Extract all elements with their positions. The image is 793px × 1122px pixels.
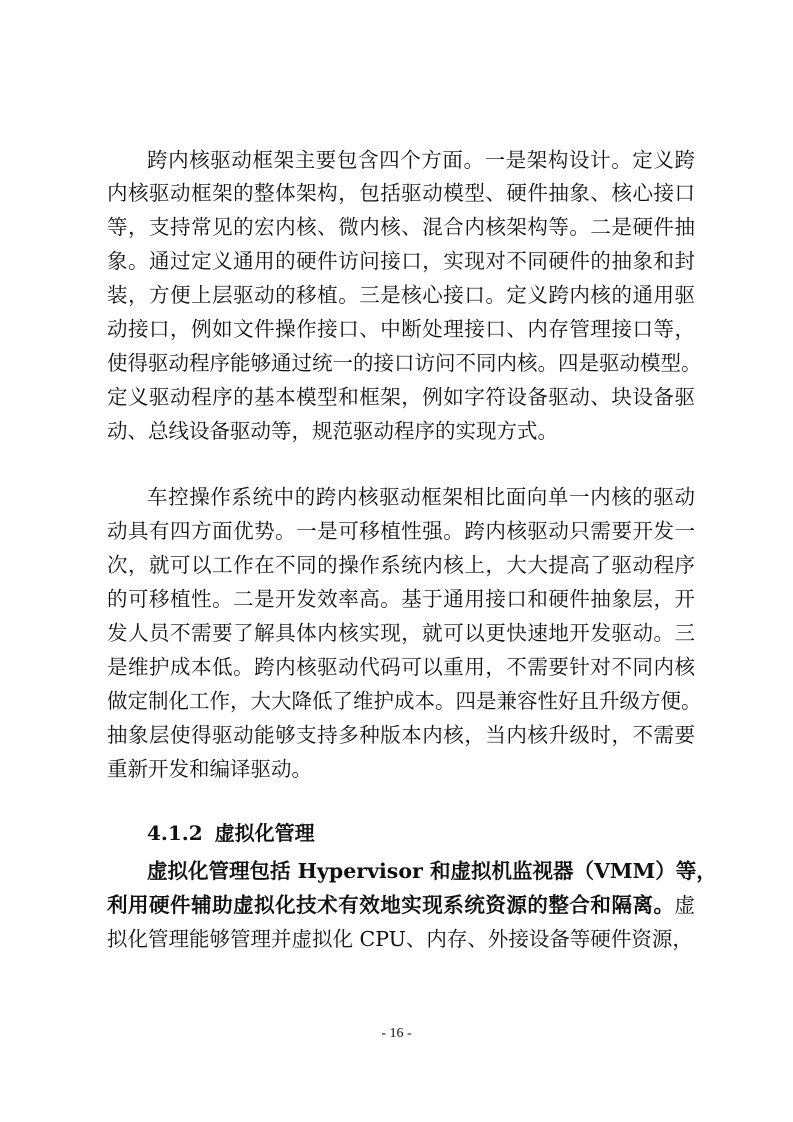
paragraph-1-line-2: 内核驱动框架的整体架构，包括驱动模型、硬件抽象、核心接口	[107, 181, 695, 205]
paragraph-2-line-8: 抽象层使得驱动能够支持多种版本内核，当内核升级时，不需要	[107, 723, 695, 747]
paragraph-1-line-1: 跨内核驱动框架主要包含四个方面。一是架构设计。定义跨	[147, 148, 695, 172]
paragraph-2-line-3: 次，就可以工作在不同的操作系统内核上，大大提高了驱动程序	[107, 553, 695, 577]
paragraph-1-line-4: 象。通过定义通用的硬件访问接口，实现对不同硬件的抽象和封	[107, 249, 695, 273]
paragraph-1-line-3: 等，支持常见的宏内核、微内核、混合内核架构等。二是硬件抽	[107, 215, 695, 239]
section-heading	[147, 816, 315, 850]
paragraph-3-line-3: 拟化管理能够管理并虚拟化 CPU、内存、外接设备等硬件资源，	[107, 927, 693, 951]
paragraph-2-line-4: 的可移植性。二是开发效率高。基于通用接口和硬件抽象层，开	[107, 587, 695, 611]
paragraph-3-line-2	[107, 888, 695, 922]
paragraph-1-line-6: 动接口，例如文件操作接口、中断处理接口、内存管理接口等，	[107, 317, 695, 341]
paragraph-1-line-8: 定义驱动程序的基本模型和框架，例如字符设备驱动、块设备驱	[107, 385, 695, 409]
paragraph-2-line-5: 发人员不需要了解具体内核实现，就可以更快速地开发驱动。三	[107, 621, 695, 645]
paragraph-3-line-2-bold: 利用硬件辅助虚拟化技术有效地实现系统资源的整合和隔离。	[107, 893, 675, 917]
paragraph-2-line-1: 车控操作系统中的跨内核驱动框架相比面向单一内核的驱动	[147, 485, 695, 509]
page-number: - 16 -	[381, 1026, 412, 1041]
paragraph-2-line-9: 重新开发和编译驱动。	[107, 757, 312, 781]
section-number: 4.1.2	[147, 821, 203, 845]
paragraph-2-line-6: 是维护成本低。跨内核驱动代码可以重用，不需要针对不同内核	[107, 655, 695, 679]
paragraph-3-line-1: 虚拟化管理包括 Hypervisor 和虚拟机监视器（VMM）等，	[147, 859, 717, 883]
section-title: 虚拟化管理	[214, 821, 315, 845]
paragraph-1-line-9: 动、总线设备驱动等，规范驱动程序的实现方式。	[107, 419, 558, 443]
paragraph-1-line-5: 装，方便上层驱动的移植。三是核心接口。定义跨内核的通用驱	[107, 283, 695, 307]
paragraph-2-line-2: 动具有四方面优势。一是可移植性强。跨内核驱动只需要开发一	[107, 519, 695, 543]
paragraph-3-line-2-normal: 虚	[674, 893, 695, 917]
paragraph-1-line-7: 使得驱动程序能够通过统一的接口访问不同内核。四是驱动模型。	[107, 351, 702, 375]
paragraph-2-line-7: 做定制化工作，大大降低了维护成本。四是兼容性好且升级方便。	[107, 689, 702, 713]
